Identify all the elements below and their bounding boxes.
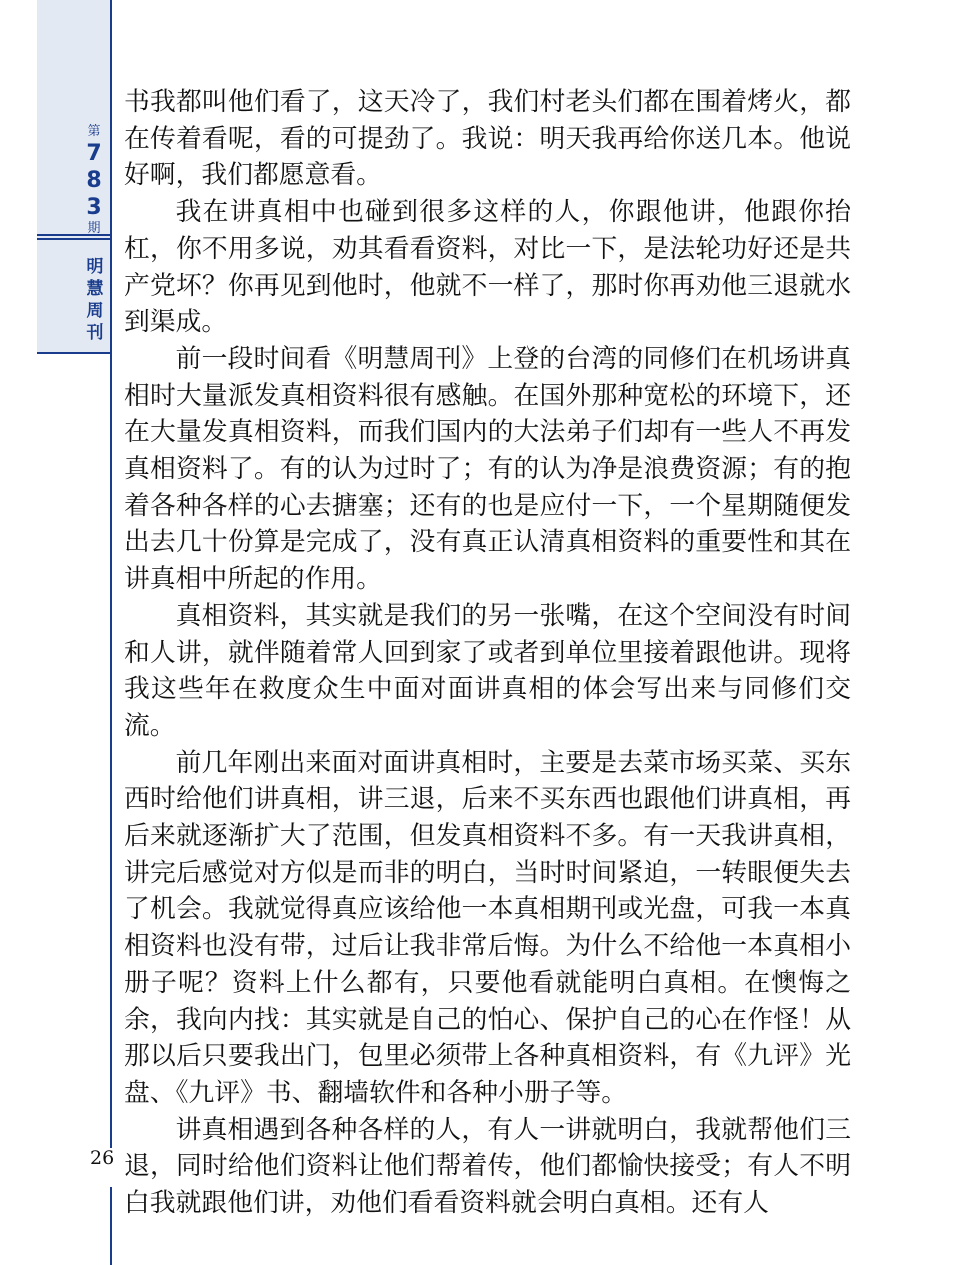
paragraph: 我在讲真相中也碰到很多这样的人，你跟他讲，他跟你抬杠，你不用多说，劝其看看资料，对比一下，是法轮功好还是共产党坏？你再见到他时，他就不一样了，那时你再劝他三退就水到渠成。 [124,197,851,338]
magazine-name [83,256,107,344]
issue-prefix: 第 [87,124,101,139]
issue-number [82,124,106,237]
spine-line-lower [110,1187,112,1265]
issue-digit: 8 [86,168,102,193]
spine-line [110,0,112,1148]
issue-digit: 3 [86,195,102,220]
paragraph: 前几年刚出来面对面讲真相时，主要是去菜市场买菜、买东西时给他们讲真相，讲三退，后来不买东西也跟他们讲真相，再后来就逐渐扩大了范围，但发真相资料不多。有一天我讲真相，讲完后感觉对方似是而非的明白，当时时间紧迫，一转眼便失去了机会。我就觉得真应该给他一本真相期刊或光盘，可我一本真相资料也没有带，过后让我非常后悔。为什么不给他一本真相小册子呢？资料上什么都有，只要他看就能明白真相。在懊悔之余，我向内找：其实就是自己的怕心、保护自己的心在作怪！从那以后只要我出门，包里必须带上各种真相资料，有《九评》光盘、《九评》书、翻墙软件和各种小册子等。 [124,747,851,1108]
article-body [124,84,851,1222]
magazine-char: 慧 [86,279,104,299]
magazine-char: 刊 [86,323,104,343]
paragraph: 前一段时间看《明慧周刊》上登的台湾的同修们在机场讲真相时大量派发真相资料很有感触。在国外那种宽松的环境下，还在大量发真相资料，而我们国内的大法弟子们却有一些人不再发真相资料了。有的认为过时了；有的认为净是浪费资源；有的抱着各种各样的心去搪塞；还有的也是应付一下，一个星期随便发出去几十份算是完成了，没有真正认清真相资料的重要性和其在讲真相中所起的作用。 [124,343,851,595]
issue-suffix: 期 [87,221,101,236]
magazine-char: 周 [86,301,104,321]
paragraph: 真相资料，其实就是我们的另一张嘴，在这个空间没有时间和人讲，就伴随着常人回到家了或者到单位里接着跟他讲。现将我这些年在救度众生中面对面讲真相的体会写出来与同修们交流。 [124,600,851,741]
issue-digit: 7 [86,141,102,166]
paragraph: 讲真相遇到各种各样的人，有人一讲就明白，我就帮他们三退，同时给他们资料让他们帮着传，他们都愉快接受；有人不明白我就跟他们讲，劝他们看看资料就会明白真相。还有人 [124,1114,851,1219]
paragraph: 书我都叫他们看了，这天冷了，我们村老头们都在围着烤火，都在传着看呢，看的可提劲了。我说：明天我再给你送几本。他说好啊，我们都愿意看。 [124,87,851,191]
page-number: 26 [90,1147,115,1169]
magazine-char: 明 [86,257,104,277]
